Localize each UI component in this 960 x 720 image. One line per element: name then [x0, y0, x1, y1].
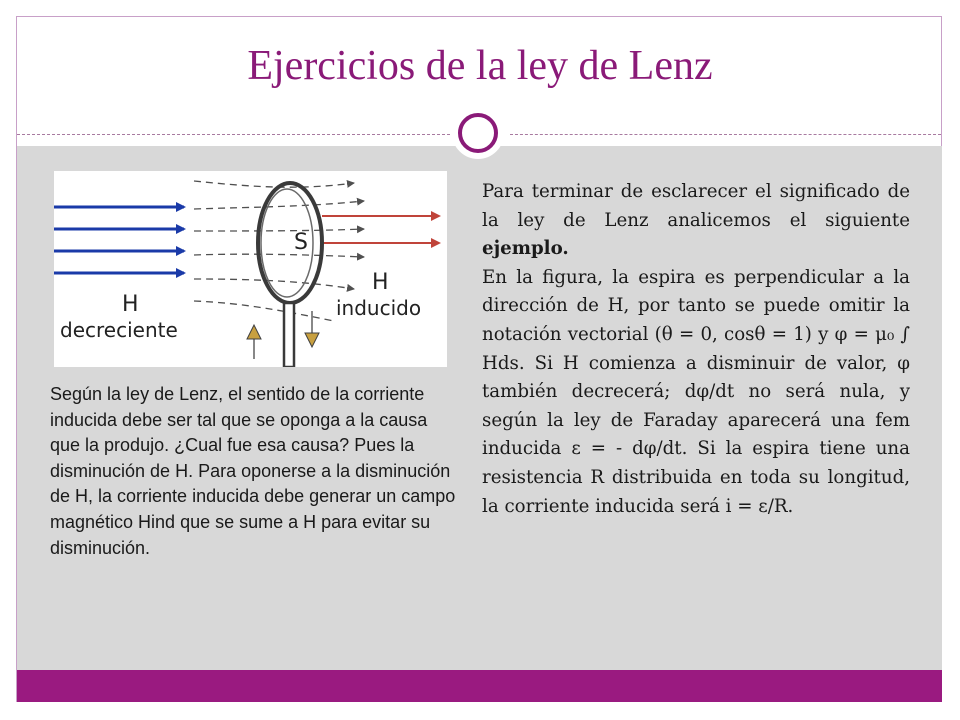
label-s: S [294, 230, 308, 255]
title-divider-left [17, 134, 450, 135]
divider-circle-icon [452, 107, 504, 159]
left-explanation-text: Según la ley de Lenz, el sentido de la corriente inducida debe ser tal que se oponga a la causa que la produjo. ¿Cual fue esa causa? Pues la disminución de H. Para oponerse a la disminución de H, la corriente inducida debe generar un campo magnético Hind que se sume a H para evitar su disminución. [50, 384, 456, 558]
right-bold-word: ejemplo. [482, 238, 569, 260]
label-decreciente: decreciente [60, 318, 178, 342]
h-field-arrows [54, 207, 184, 273]
lenz-diagram [54, 171, 447, 367]
lenz-figure [54, 171, 447, 367]
label-h-right: H [372, 270, 389, 295]
right-explanation [482, 178, 910, 521]
loop-handle [284, 303, 294, 367]
label-h-left: H [122, 292, 139, 317]
label-inducido: inducido [336, 296, 422, 320]
slide-title: Ejercicios de la ley de Lenz [247, 43, 713, 89]
title-divider-right [510, 134, 941, 135]
right-body-paragraph: En la figura, la espira es perpendicular a la dirección de H, por tanto se puede omitir la notación vectorial (θ = 0, cosθ = 1) y φ = μ₀ ∫ Hds. Si H comienza a disminuir de valor, φ también decrecerá; dφ/dt no será nula, y según la ley de Faraday aparecerá una fem inducida ε = - dφ/dt. Si la espira tiene una resistencia R distribuida en toda su longitud, la corriente inducida será i = ε/R. [482, 266, 910, 517]
bottom-bar [17, 670, 942, 702]
right-intro-paragraph [482, 178, 910, 264]
right-intro-text: Para terminar de esclarecer el significado de la ley de Lenz analicemos el siguiente [482, 181, 910, 231]
divider-ring [458, 113, 498, 153]
